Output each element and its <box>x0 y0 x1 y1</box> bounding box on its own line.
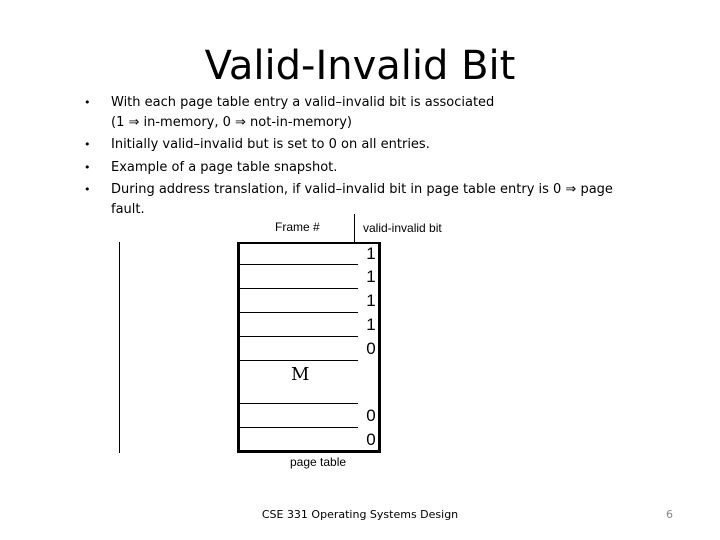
page-table-column-divider <box>119 242 120 453</box>
valid-bit-cell: 1 <box>366 244 376 263</box>
slide-title: Valid-Invalid Bit <box>204 43 516 89</box>
page-table-row-line <box>240 427 358 428</box>
bullet-text: Example of a page table snapshot. <box>111 159 338 175</box>
header-divider <box>354 214 355 242</box>
valid-bit-column-header: valid-invalid bit <box>363 221 442 235</box>
page-table-row-line <box>240 312 358 313</box>
valid-bit-cell: 0 <box>366 430 376 449</box>
bullet-dot-icon: • <box>84 183 91 196</box>
page-table-row-line <box>240 403 358 404</box>
valid-bit-cell: 1 <box>366 315 376 334</box>
footer-course-title: CSE 331 Operating Systems Design <box>261 508 459 521</box>
bullet-text-continued: fault. <box>111 201 145 217</box>
bullet-item <box>84 158 624 178</box>
valid-bit-cell: 1 <box>366 267 376 286</box>
page-table-box <box>237 242 381 453</box>
valid-bit-cell: 1 <box>366 291 376 310</box>
bullet-text: During address translation, if valid–invalid bit in page table entry is 0 ⇒ page <box>111 182 613 197</box>
page-table-caption: page table <box>290 455 347 469</box>
page-table-row-line <box>240 264 358 265</box>
bullet-text-continued: (1 ⇒ in-memory, 0 ⇒ not-in-memory) <box>111 114 352 130</box>
bullet-dot-icon: • <box>84 160 91 174</box>
bullet-dot-icon: • <box>84 138 91 151</box>
bullet-dot-icon: • <box>84 96 91 109</box>
bullet-list <box>84 93 624 222</box>
page-table-row-line <box>240 336 358 337</box>
valid-bit-cell: 0 <box>366 339 376 358</box>
bullet-text: With each page table entry a valid–invalid bit is associated <box>111 95 495 110</box>
page-table-row-line <box>240 360 358 361</box>
bullet-text: Initially valid–invalid but is set to 0 on all entries. <box>111 137 430 152</box>
vertical-ellipsis-icon: M <box>291 364 310 385</box>
bullet-item <box>84 93 624 132</box>
frame-column-header: Frame # <box>275 220 320 234</box>
valid-bit-cell: 0 <box>366 406 376 425</box>
page-table-row-line <box>240 288 358 289</box>
bullet-item <box>84 135 624 155</box>
slide-page-number: 6 <box>666 508 673 521</box>
